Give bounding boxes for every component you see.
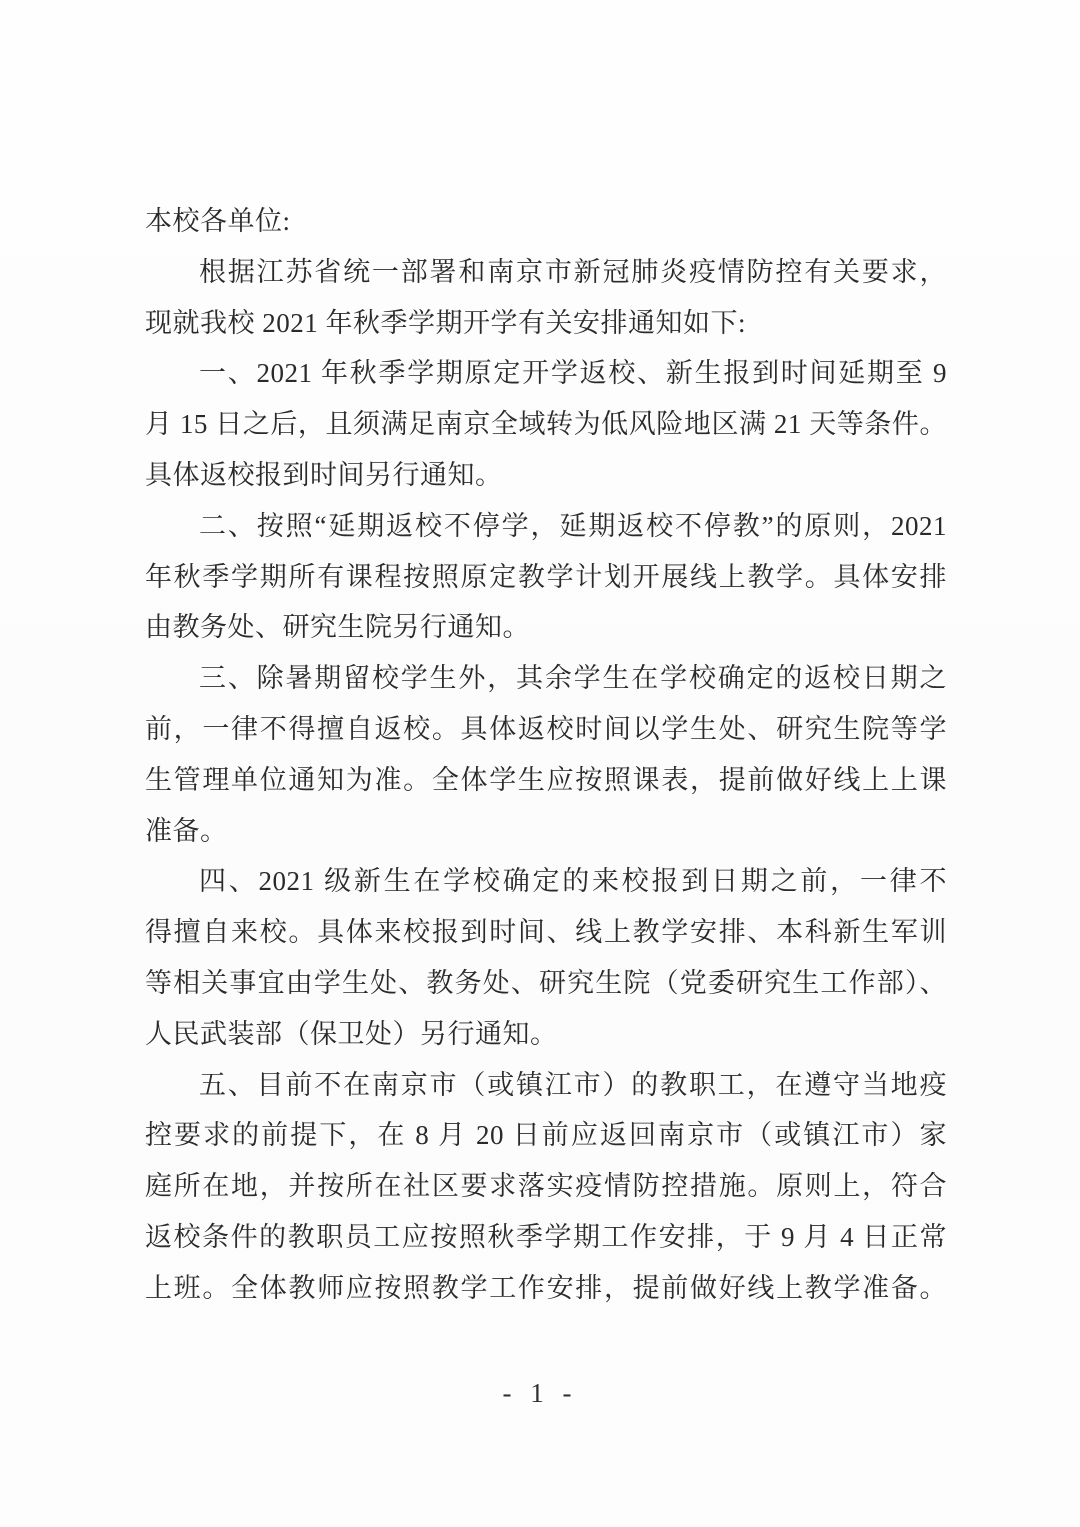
- text-line: 根据江苏省统一部署和南京市新冠肺炎疫情防控有关要求，: [199, 256, 947, 287]
- text-line: 年秋季学期所有课程按照原定教学计划开展线上教学。具体安排: [145, 561, 947, 592]
- text-line: 二、按照“延期返校不停学，延期返校不停教”的原则，2021: [199, 510, 947, 541]
- text-line: 返校条件的教职员工应按照秋季学期工作安排，于 9 月 4 日正常: [145, 1221, 947, 1252]
- text-line: 庭所在地，并按所在社区要求落实疫情防控措施。原则上，符合: [145, 1171, 947, 1202]
- text-line: 上班。全体教师应按照教学工作安排，提前做好线上教学准备。: [145, 1272, 947, 1303]
- text-line: 由教务处、研究生院另行通知。: [145, 612, 530, 643]
- text-line: 月 15 日之后，且须满足南京全域转为低风险地区满 21 天等条件。: [145, 409, 947, 440]
- text-line: 一、2021 年秋季学期原定开学返校、新生报到时间延期至 9: [199, 358, 947, 389]
- text-line: 生管理单位通知为准。全体学生应按照课表，提前做好线上上课: [145, 764, 947, 795]
- document-body: [145, 196, 947, 1314]
- text-line: 四、2021 级新生在学校确定的来校报到日期之前，一律不: [199, 866, 947, 897]
- text-line: 具体返校报到时间另行通知。: [145, 459, 503, 490]
- text-line: 现就我校 2021 年秋季学期开学有关安排通知如下:: [145, 307, 747, 338]
- text-line: 控要求的前提下，在 8 月 20 日前应返回南京市（或镇江市）家: [145, 1120, 947, 1151]
- text-line: 等相关事宜由学生处、教务处、研究生院（党委研究生工作部）、: [145, 967, 947, 998]
- text-line: 前，一律不得擅自返校。具体返校时间以学生处、研究生院等学: [145, 713, 947, 744]
- text-line: 人民武装部（保卫处）另行通知。: [145, 1018, 558, 1049]
- text-line: 本校各单位:: [145, 206, 291, 236]
- text-line: 得擅自来校。具体来校报到时间、线上教学安排、本科新生军训: [145, 917, 947, 948]
- text-line: 五、目前不在南京市（或镇江市）的教职工，在遵守当地疫: [199, 1069, 947, 1100]
- text-line: 三、除暑期留校学生外，其余学生在学校确定的返校日期之: [199, 663, 947, 694]
- page-number: - 1 -: [502, 1378, 578, 1408]
- text-line: 准备。: [145, 815, 228, 846]
